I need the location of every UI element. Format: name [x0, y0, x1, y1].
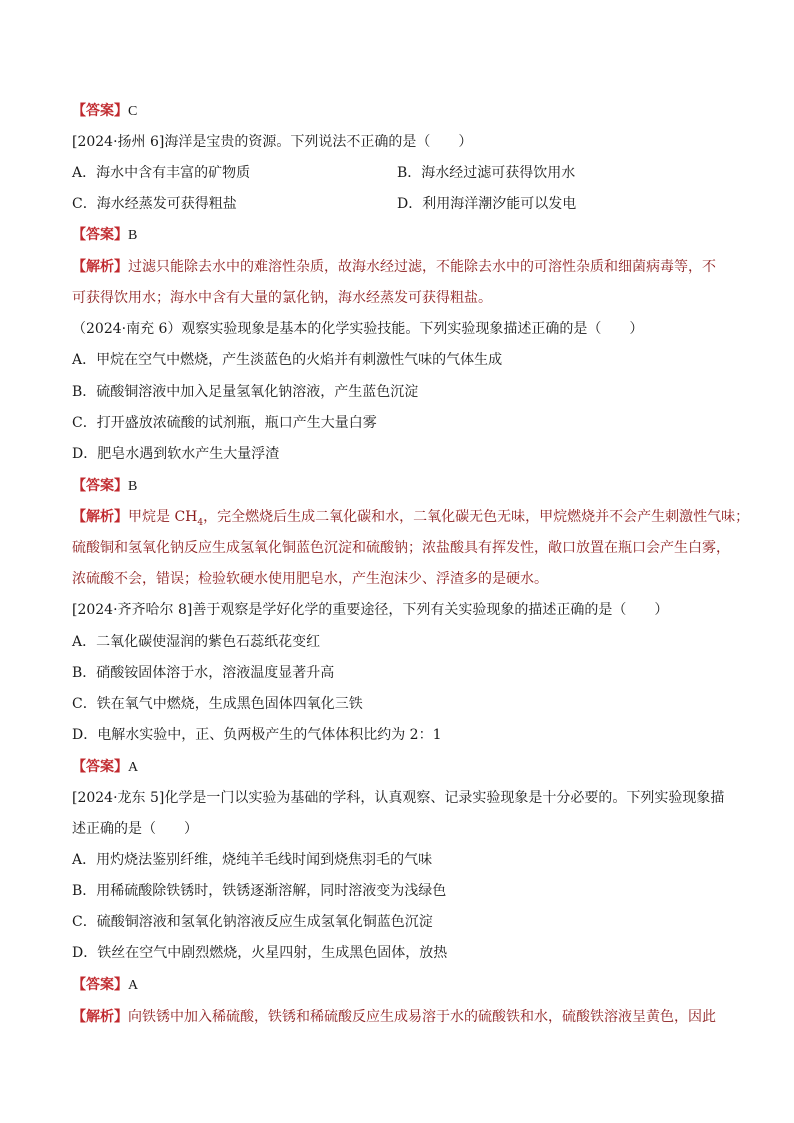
- option-a: A．用灼烧法鉴别纤维，烧纯羊毛线时闻到烧焦羽毛的气味: [72, 852, 433, 868]
- explanation-text: 浓硫酸不会，错误；检验软硬水使用肥皂水，产生泡沫少、浮渣多的是硬水。: [72, 571, 548, 587]
- answer-label: 【答案】: [72, 759, 128, 775]
- answer-value: A: [128, 978, 139, 993]
- question-stem: [2024·齐齐哈尔 8]善于观察是学好化学的重要途径，下列有关实验现象的描述正确的是（ ）: [72, 602, 669, 618]
- option-b: B．海水经过滤可获得饮用水: [397, 165, 576, 181]
- answer-value: C: [128, 104, 138, 119]
- explanation-text: 硫酸铜和氢氧化钠反应生成氢氧化铜蓝色沉淀和硫酸钠；浓盐酸具有挥发性，敞口放置在瓶口会产生白雾，: [72, 540, 730, 556]
- option-b: B．硫酸铜溶液中加入足量氢氧化钠溶液，产生蓝色沉淀: [72, 384, 419, 400]
- option-d: D．肥皂水遇到软水产生大量浮渣: [72, 446, 280, 462]
- answer-line: [72, 476, 726, 497]
- question-stem: （2024·南充 6）观察实验现象是基本的化学实验技能。下列实验现象描述正确的是（ ）: [72, 321, 644, 337]
- explanation-text: 甲烷是 CH: [128, 509, 198, 525]
- option-c: C．铁在氧气中燃烧，生成黑色固体四氧化三铁: [72, 696, 363, 712]
- explanation-line: [72, 507, 750, 533]
- answer-line: [72, 225, 726, 246]
- question-stem-cont: 述正确的是（ ）: [72, 821, 198, 837]
- explanation-line: [72, 257, 726, 277]
- option-row: [72, 163, 726, 183]
- option-a: A．海水中含有丰富的矿物质: [72, 165, 251, 181]
- explanation-line: [72, 288, 726, 308]
- option-d: D．铁丝在空气中剧烈燃烧，火星四射，生成黑色固体，放热: [72, 945, 448, 961]
- answer-line: [72, 101, 726, 122]
- explanation-text: 过滤只能除去水中的难溶性杂质，故海水经过滤，不能除去水中的可溶性杂质和细菌病毒等，不: [128, 259, 716, 275]
- answer-label: 【答案】: [72, 478, 128, 494]
- option-c: C．硫酸铜溶液和氢氧化钠溶液反应生成氢氧化铜蓝色沉淀: [72, 914, 433, 930]
- explanation-line: [72, 1007, 726, 1027]
- option-d: D．电解水实验中，正、负两极产生的气体体积比约为 2：1: [72, 727, 442, 743]
- answer-value: B: [128, 228, 138, 243]
- answer-line: [72, 975, 726, 996]
- explanation-line: [72, 538, 730, 558]
- explanation-text: 可获得饮用水；海水中含有大量的氯化钠，海水经蒸发可获得粗盐。: [72, 290, 492, 306]
- answer-label: 【答案】: [72, 227, 128, 243]
- option-b: B．用稀硫酸除铁锈时，铁锈逐渐溶解，同时溶液变为浅绿色: [72, 883, 447, 899]
- answer-value: A: [128, 760, 139, 775]
- answer-value: B: [128, 479, 138, 494]
- question-stem: [2024·扬州 6]海洋是宝贵的资源。下列说法不正确的是（ ）: [72, 134, 473, 150]
- explanation-label: 【解析】: [72, 509, 128, 525]
- question-stem: [2024·龙东 5]化学是一门以实验为基础的学科，认真观察、记录实验现象是十分必要的。下列实验现象描: [72, 790, 725, 806]
- option-c: C．打开盛放浓硫酸的试剂瓶，瓶口产生大量白雾: [72, 415, 377, 431]
- answer-label: 【答案】: [72, 977, 128, 993]
- option-row: [72, 194, 726, 214]
- answer-line: [72, 757, 726, 778]
- option-d: D．利用海洋潮汐能可以发电: [397, 196, 577, 212]
- answer-label: 【答案】: [72, 103, 128, 119]
- explanation-text: 向铁锈中加入稀硫酸，铁锈和稀硫酸反应生成易溶于水的硫酸铁和水，硫酸铁溶液呈黄色，因此: [128, 1009, 716, 1025]
- option-a: A．二氧化碳使湿润的紫色石蕊纸花变红: [72, 634, 321, 650]
- option-b: B．硝酸铵固体溶于水，溶液温度显著升高: [72, 665, 335, 681]
- subscript: 4: [197, 517, 204, 528]
- explanation-line: [72, 569, 726, 589]
- explanation-label: 【解析】: [72, 1009, 128, 1025]
- explanation-label: 【解析】: [72, 259, 128, 275]
- option-c: C．海水经蒸发可获得粗盐: [72, 196, 237, 212]
- explanation-text: ，完全燃烧后生成二氧化碳和水，二氧化碳无色无味，甲烷燃烧并不会产生刺激性气味；: [203, 509, 750, 525]
- option-a: A．甲烷在空气中燃烧，产生淡蓝色的火焰并有刺激性气味的气体生成: [72, 352, 503, 368]
